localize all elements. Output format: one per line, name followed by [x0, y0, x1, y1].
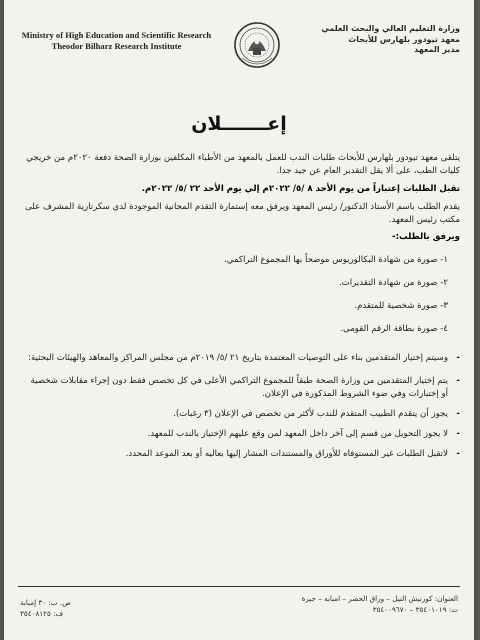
application-period: تقبل الطلبات إعتباراً من يوم الأحد ٨ /٥/ ٢٠٢٢م إلي يوم الأحد ٢٢ /٥/ ٢٠٢٢م. [141, 184, 460, 194]
attachment-item: ٣- صورة شخصية للمتقدم. [354, 301, 448, 311]
attachment-item: ٢- صورة من شهادة التقديرات. [338, 278, 448, 288]
attachments-heading: ويرفق بالطلب:- [392, 232, 460, 242]
ministry-name-en: Ministry of High Education and Scientific Research [21, 30, 212, 40]
attachment-item: ١- صورة من شهادة البكالوريوس موضحاً بها المجموع التراكمي. [224, 255, 448, 265]
institute-name-ar: معهد تيودور بلهارس للأبحاث [348, 34, 460, 44]
footer-address: العنوان: كورنيش النيل – وراق الحضر – امبابه – جيزة [301, 594, 458, 603]
institute-logo [232, 18, 282, 74]
selection-notes [24, 352, 460, 461]
note-item: - لا يجوز التحويل من قسم إلى آخر داخل المعهد لمن وقع عليهم الإختيار بالندب للمعهد. [24, 428, 460, 441]
ministry-name-ar: وزارة التعليم العالي والبحث العلمي [321, 24, 460, 33]
announcement-title: إعـــــــلان [191, 113, 287, 135]
note-item: - يتم إختيار المتقدمين من وزارة الصحة طبقاً للمجموع التراكمي الأعلى في كل تخصص فقط دون إجراء مقابلات شخصية أو إختبارات وفي ضوء الشروط المذكورة في الإعلان. [24, 375, 460, 401]
footer-fax: ف: ٣٥٤٠٨١٢٥ [20, 609, 64, 618]
attachment-item: ٤- صورة بطاقة الرقم القومى. [340, 324, 448, 334]
submission-instructions: يقدم الطلب باسم الأستاذ الدكتور/ رئيس المعهد ويرفق معه إستمارة التقدم المجانية الموجودة لدي سكرتارية المشرف على مكتب رئيس المعهد. [25, 202, 460, 225]
note-item: - وسيتم إختيار المتقدمين بناء على التوصيات المعتمدة بتاريخ ٢١ /٥/ ٢٠١٩م من مجلس المراكز والمعاهد والهيئات البحثية: [24, 352, 460, 365]
footer-address-block [258, 593, 458, 615]
director-title: مدير المعهد [414, 45, 460, 54]
attachments-list [24, 254, 460, 336]
footer-divider [18, 586, 460, 587]
footer-contact-block [20, 597, 200, 619]
english-letterhead [14, 30, 219, 52]
footer-pobox: ص. ب: ٣٠ إمبابة [20, 598, 71, 607]
footer-phone: ت: ٣٥٤٠١٠١٩ – ٣٥٤٠٠٩٦٧٠ [372, 605, 458, 614]
document-page [4, 0, 474, 640]
intro-paragraph: يتلقى معهد تيودور بلهارس للأبحاث طلبات الندب للعمل بالمعهد من الأطباء المكلفين بوزارة الصحة دفعة ٢٠٢٠م من خريجي كليات الطب، على ألا يقل التقدير العام عن جيد جدا. [26, 153, 460, 176]
announcement-body [24, 152, 460, 461]
institute-name-en: Theodor Bilharz Research Institute [51, 41, 182, 51]
note-item: - يجوز أن يتقدم الطبيب المتقدم للندب لأكثر من تخصص في الإعلان (٣ رغبات). [24, 408, 460, 421]
note-item: - لاتقبل الطلبات غير المستوفاه للأوراق والمستندات المشار إليها بعاليه أو بعد الموعد المحدد. [24, 448, 460, 461]
arabic-letterhead [310, 24, 460, 56]
